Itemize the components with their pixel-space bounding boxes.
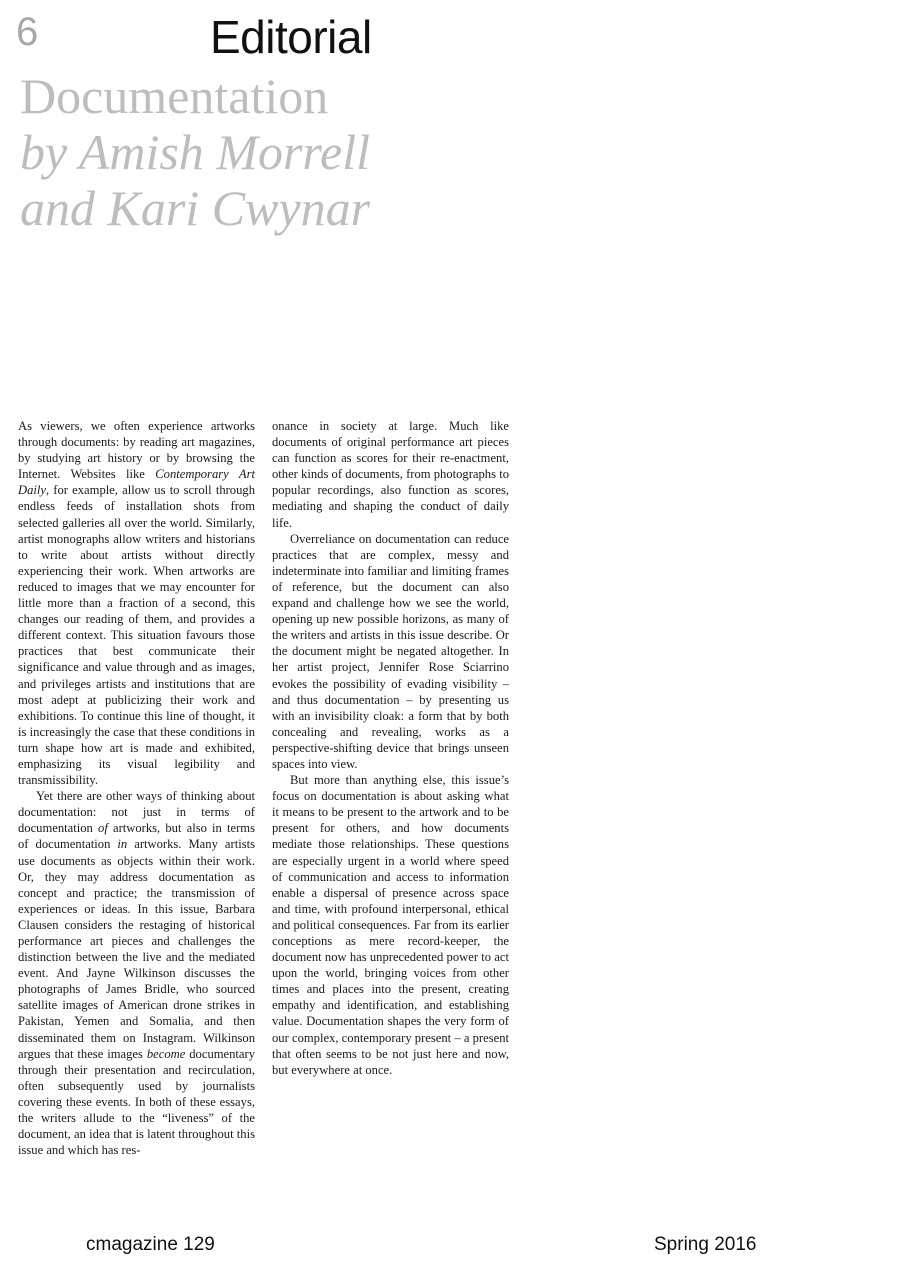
footer-issue-date: Spring 2016 — [654, 1234, 757, 1255]
paragraph: Overreliance on documentation can reduce practices that are complex, messy and indeterminate into familiar and limiting frames of reference, but the document can also expand and challenge how we see the world, opening up new possible horizons, as many of the writers and artists in this issue describe. Or the document might be negated altogether. In her artist project, Jennifer Rose Sciarrino evokes the possibility of evading visibility – and thus documentation – by presenting us with an invisibility cloak: a form that by both concealing and revealing, works as a perspective-shifting device that brings unseen spaces into view. — [272, 531, 509, 771]
byline-line-1: by Amish Morrell — [20, 124, 370, 180]
article-title — [20, 68, 440, 236]
paragraph: Yet there are other ways of thinking about documentation: not just in terms of documentation of artworks, but also in terms of documentation in artworks. Many artists use documents as objects within their work. Or, they may address documentation as concept and practice; the transmission of experiences or ideas. In this issue, Barbara Clausen considers the restaging of historical performance art pieces and challenges the distinction between the live and the mediated event. And Jayne Wilkinson discusses the photographs of James Bridle, who sourced satellite images of American drone strikes in Pakistan, Yemen and Somalia, and then disseminated them on Instagram. Wilkinson argues that these images become documentary through their presentation and recirculation, often subsequently used by journalists covering these events. In both of these essays, the writers allude to the “liveness” of the document, an idea that is latent throughout this issue and which has res- — [18, 789, 255, 1158]
paragraph: onance in society at large. Much like documents of original performance art pieces can function as scores for their re-enactment, other kinds of documents, from photographs to popular recordings, also function as scores, mediating and shaping the conduct of daily life. — [272, 419, 509, 530]
paragraph: But more than anything else, this issue’s focus on documentation is about asking what it means to be present to the artwork and to be present for others, and how documents mediate those relationships. These questions are especially urgent in a world where speed of communication and access to information enable a dispersal of presence across space and time, with profound interpersonal, ethical and political consequences. Far from its earlier conceptions as mere record-keeper, the document now has unprecedented power to act upon the world, bringing voices from other times and places into the present, creating empathy and identification, and establishing value. Documentation shapes the very form of our complex, contemporary present – a present that often seems to be not just here and now, but everywhere at once. — [272, 773, 509, 1077]
title-main: Documentation — [20, 68, 329, 124]
page-number: 6 — [16, 10, 39, 54]
section-title: Editorial — [210, 11, 372, 63]
footer-publication: cmagazine 129 — [86, 1234, 215, 1255]
byline-line-2: and Kari Cwynar — [20, 180, 371, 236]
text-column-1 — [18, 418, 255, 1158]
paragraph: As viewers, we often experience artworks through documents: by reading art magazines, by studying art history or by browsing the Internet. Websites like Contemporary Art Daily, for example, allow us to scroll through endless feeds of installation shots from selected galleries all over the world. Similarly, artist monographs allow writers and historians to write about artists without directly experiencing their work. When artworks are reduced to images that we may encounter for little more than a fraction of a second, this changes our reading of them, and provides a different context. This situation favours those practices that best communicate their significance and value through and as images, and privileges artists and institutions that are most adept at publicizing their work and exhibitions. To continue this line of thought, it is increasingly the case that these conditions in turn shape how art is made and exhibited, emphasizing its visual legibility and transmissibility. — [18, 419, 255, 788]
text-column-2 — [272, 418, 509, 1078]
